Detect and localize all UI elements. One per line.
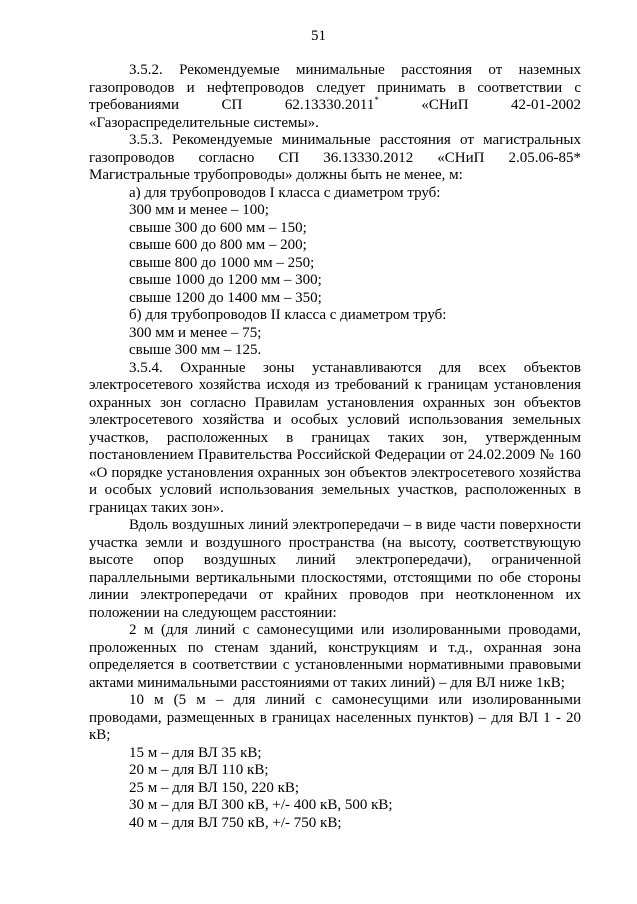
- zone-item: 40 м – для ВЛ 750 кВ, +/- 750 кВ;: [129, 814, 342, 831]
- class2-item: 300 мм и менее – 75;: [129, 324, 262, 341]
- zone-item: 30 м – для ВЛ 300 кВ, +/- 400 кВ, 500 кВ;: [129, 797, 393, 813]
- zone-2m-paragraph: 2 м (для линий с самонесущими или изолированными проводами, проложенных по стенам зданий, конструкциям и т.д., охранная зона определяется в соответствии с установленными нормативными правовыми актами минимальными расстояниями от таких линий) – для ВЛ ниже 1кВ;: [89, 622, 581, 691]
- class1-item: свыше 1200 до 1400 мм – 350;: [129, 289, 322, 306]
- section-3-5-2-text: 3.5.2. Рекомендуемые минимальные расстояния от наземных газопроводов и нефтепроводов следует принимать в соответствии с требованиями СП 62.13330.2011: [89, 62, 581, 113]
- class1-item: 300 мм и менее – 100;: [129, 202, 269, 218]
- zone-10m-paragraph: 10 м (5 м – для линий с самонесущими или изолированными проводами, размещенных в границах населенных пунктов) – для ВЛ 1 - 20 кВ;: [89, 692, 581, 743]
- class2-item: свыше 300 мм – 125.: [129, 342, 262, 358]
- section-3-5-2-text-after: «СНиП 42-01-2002 «Газораспределительные системы».: [89, 97, 582, 131]
- document-body: [89, 62, 581, 832]
- class1-item: свыше 300 до 600 мм – 150;: [129, 219, 307, 236]
- zone-item: 20 м – для ВЛ 110 кВ;: [129, 762, 269, 778]
- class2-heading: б) для трубопроводов II класса с диаметром труб:: [129, 307, 447, 323]
- class1-item: свыше 800 до 1000 мм – 250;: [129, 254, 315, 271]
- page-number: 51: [311, 28, 326, 44]
- class1-item: свыше 1000 до 1200 мм – 300;: [129, 272, 322, 288]
- section-3-5-4: 3.5.4. Охранные зоны устанавливаются для всех объектов электросетевого хозяйства исходя из требований к границам установления охранных зон согласно Правилам установления охранных зон объектов электросетевого хозяйства и особых условий использования земельных участков, расположенных в границах таких зон, утвержденным постановлением Правительства Российской Федерации от 24.02.2009 № 160 «О порядке установления охранных зон объектов электросетевого хозяйства и особых условий использования земельных участков, расположенных в границах таких зон».: [89, 359, 581, 516]
- zone-item: 25 м – для ВЛ 150, 220 кВ;: [129, 779, 300, 796]
- class1-heading: а) для трубопроводов I класса с диаметром труб:: [129, 184, 441, 201]
- overhead-lines-paragraph: Вдоль воздушных линий электропередачи – в виде части поверхности участка земли и воздушного пространства (на высоту, соответствующую высоте опор воздушных линий электропередачи), ограниченной параллельными вертикальными плоскостями, отстоящими по обе стороны линии электропередачи от крайних проводов при неотклоненном их положении на следующем расстоянии:: [89, 517, 581, 621]
- section-3-5-2: [89, 62, 581, 132]
- footnote-mark: *: [374, 95, 379, 105]
- zone-item: 15 м – для ВЛ 35 кВ;: [129, 744, 262, 761]
- class1-item: свыше 600 до 800 мм – 200;: [129, 237, 307, 253]
- section-3-5-3-intro: 3.5.3. Рекомендуемые минимальные расстояния от магистральных газопроводов согласно СП 36.13330.2012 «СНиП 2.05.06-85* Магистральные трубопроводы» должны быть не менее, м:: [89, 132, 581, 183]
